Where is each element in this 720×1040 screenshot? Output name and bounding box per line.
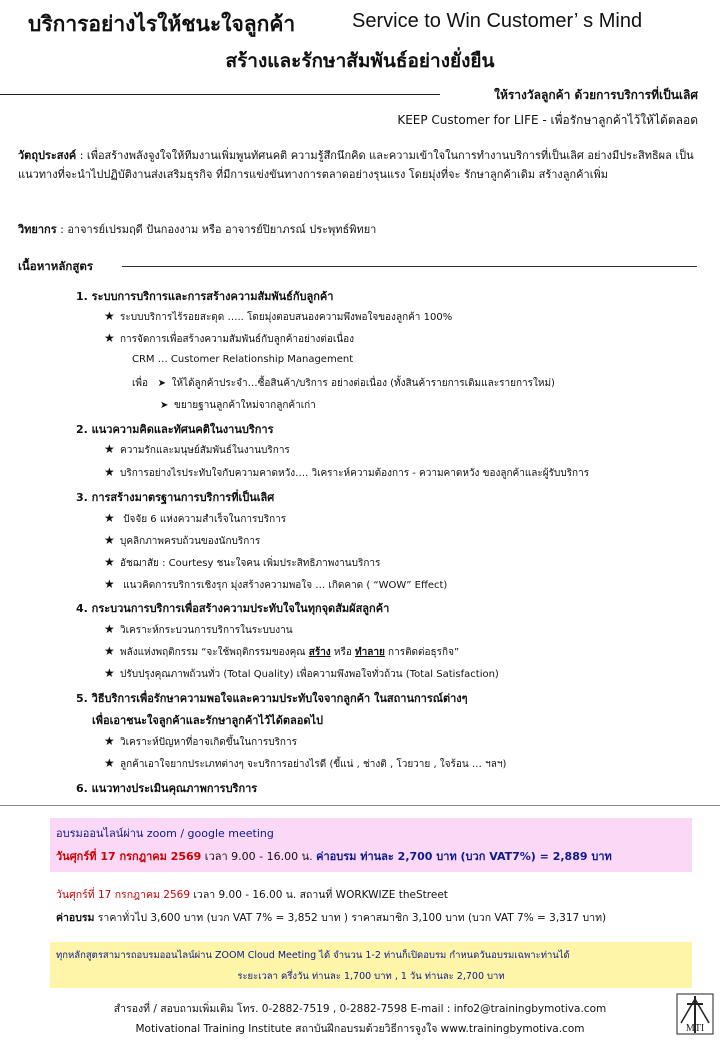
list-item	[104, 577, 447, 593]
star-icon: ★	[104, 309, 115, 323]
title-thai: บริการอย่างไรให้ชนะใจลูกค้า	[28, 12, 296, 36]
list-item-text: บริการอย่างไรประทับใจกับความคาดหวัง…. วิเคราะห์ความต้องการ - ความคาดหวัง ของลูกค้าและผู้รับบริการ	[120, 468, 590, 479]
star-icon: ★	[104, 331, 115, 345]
section-title: 6. แนวทางประเมินคุณภาพการบริการ	[76, 782, 258, 795]
list-item	[104, 533, 260, 549]
online-date-price	[56, 847, 612, 865]
online-time: เวลา 9.00 - 16.00 น.	[201, 850, 317, 863]
list-item	[104, 465, 589, 481]
divider	[122, 266, 697, 267]
list-item	[104, 644, 459, 660]
list-item-text: วิเคราะห์กระบวนการบริการในระบบงาน	[120, 625, 293, 636]
list-item	[132, 376, 555, 391]
list-item-text: ให้ได้ลูกค้าประจำ…ซื้อสินค้า/บริการ อย่างต่อเนื่อง (ทั้งสินค้ารายการเดิมและรายการใหม่)	[171, 378, 555, 389]
list-item-text: ลูกค้าเอาใจยากประเภทต่างๆ จะบริการอย่างไรดี (ขี้แน่ , ช่างติ , โวยวาย , ใจร้อน … ฯลฯ)	[120, 759, 507, 770]
star-icon: ★	[104, 442, 115, 456]
list-item	[104, 555, 380, 571]
section-title: 1. ระบบการบริการและการสร้างความสัมพันธ์กับลูกค้า	[76, 290, 334, 303]
star-icon: ★	[104, 511, 115, 525]
onsite-fee	[56, 909, 606, 926]
list-item	[104, 622, 293, 638]
star-icon: ★	[104, 577, 115, 591]
list-item	[104, 511, 286, 527]
fee-detail: ราคาทั่วไป 3,600 บาท (บวก VAT 7% = 3,852 บาท ) ราคาสมาชิก 3,100 บาท (บวก VAT 7% = 3,317 บาท)	[94, 912, 607, 924]
online-line: อบรมออนไลน์ผ่าน zoom / google meeting	[56, 827, 274, 840]
zoom-info-box	[50, 942, 692, 988]
zoom-line: ทุกหลักสูตรสามารถอบรมออนไลน์ผ่าน ZOOM Cloud Meeting ได้ จำนวน 1-2 ท่านก็เปิดอบรม กำหนดวันอบรมเฉพาะท่านได้	[56, 950, 570, 961]
emphasis-create: สร้าง	[308, 647, 331, 658]
tagline-keep: KEEP Customer for LIFE - เพื่อรักษาลูกค้าไว้ให้ได้ตลอด	[397, 113, 698, 127]
crm-line: CRM … Customer Relationship Management	[132, 354, 354, 365]
list-item	[104, 442, 290, 458]
list-item-text: อัชฌาสัย : Courtesy ชนะใจคน เพิ่มประสิทธิภาพงานบริการ	[120, 558, 381, 569]
onsite-date	[56, 886, 448, 903]
list-item-text: การติดต่อธุรกิจ”	[384, 647, 460, 658]
star-icon: ★	[104, 756, 115, 770]
list-item	[160, 398, 316, 413]
section-title: 4. กระบวนการบริการเพื่อสร้างความประทับใจในทุกจุดสัมผัสลูกค้า	[76, 602, 390, 615]
subtitle: สร้างและรักษาสัมพันธ์อย่างยั่งยืน	[225, 50, 495, 72]
contact-line: สำรองที่ / สอบถามเพิ่มเติม โทร. 0-2882-7519 , 0-2882-7598 E-mail : info2@trainingbymotiva.com	[113, 1003, 607, 1015]
zoom-price-line: ระยะเวลา ครึ่งวัน ท่านละ 1,700 บาท , 1 วัน ท่านละ 2,700 บาท	[237, 971, 505, 982]
list-item	[104, 734, 297, 750]
list-item	[104, 756, 506, 772]
list-item	[104, 309, 452, 325]
star-icon: ★	[104, 622, 115, 636]
arrow-icon: ➤	[160, 400, 169, 411]
content-heading: เนื้อหาหลักสูตร	[18, 259, 93, 273]
objective-text: : เพื่อสร้างพลังจูงใจให้ทีมงานเพิ่มพูนทัศนคติ ความรู้สึกนึกคิด และความเข้าใจในการทำงานบริการที่เป็นเลิศ อย่างมีประสิทธิผล เป็นแนวทางที่จะนำไปปฏิบัติงานส่งเสริมธุรกิจ ที่มีการแข่งขันทางการตลาดอย่างรุนแรง โดยมุ่งที่จะ รักษาลูกค้าเดิม สร้างลูกค้าเพิ่ม	[18, 149, 694, 181]
list-item	[104, 331, 354, 347]
list-item-text: แนวคิดการบริการเชิงรุก มุ่งสร้างความพอใจ … เกิดคาด ( “WOW” Effect)	[120, 580, 448, 591]
divider	[0, 805, 720, 806]
list-item-text: ปรับปรุงคุณภาพถ้วนทั่ว (Total Quality) เพื่อความพึงพอใจทั่วถ้วน (Total Satisfaction)	[120, 669, 499, 680]
svg-text:MTI: MTI	[685, 1023, 705, 1034]
speaker-label: วิทยากร	[18, 223, 57, 236]
objective-label: วัตถุประสงค์	[18, 149, 77, 162]
for-label: เพื่อ	[132, 378, 149, 389]
star-icon: ★	[104, 644, 115, 658]
star-icon: ★	[104, 666, 115, 680]
list-item-text: หรือ	[330, 647, 356, 658]
online-price: ค่าอบรม ท่านละ 2,700 บาท (บวก VAT7%) = 2,889 บาท	[316, 850, 612, 863]
title-english: Service to Win Customer’ s Mind	[352, 10, 643, 32]
section-title: 3. การสร้างมาตรฐานการบริการที่เป็นเลิศ	[76, 491, 275, 504]
list-item-text: พลังแห่งพฤติกรรม “จะใช้พฤติกรรมของคุณ	[120, 647, 309, 658]
list-item-text: วิเคราะห์ปัญหาที่อาจเกิดขึ้นในการบริการ	[120, 737, 297, 748]
online-date: วันศุกร์ที่ 17 กรกฎาคม 2569	[56, 850, 202, 863]
star-icon: ★	[104, 533, 115, 547]
list-item-text: ระบบบริการไร้รอยสะดุด ….. โดยมุ่งตอบสนองความพึงพอใจของลูกค้า 100%	[120, 312, 453, 323]
objective	[18, 146, 698, 184]
section-title-cont: เพื่อเอาชนะใจลูกค้าและรักษาลูกค้าไว้ได้ตลอดไป	[92, 714, 324, 727]
speaker-text: : อาจารย์เปรมฤดี ปันกองงาม หรือ อาจารย์ปิยาภรณ์ ประพุทธ์พิทยา	[56, 223, 377, 236]
list-item-text: ความรักและมนุษย์สัมพันธ์ในงานบริการ	[120, 445, 290, 456]
section-title: 5. วิธีบริการเพื่อรักษาความพอใจและความประทับใจจากลูกค้า ในสถานการณ์ต่างๆ	[76, 692, 468, 705]
list-item-text: ปัจจัย 6 แห่งความสำเร็จในการบริการ	[120, 514, 287, 525]
star-icon: ★	[104, 734, 115, 748]
onsite-date-text: วันศุกร์ที่ 17 กรกฎาคม 2569	[56, 889, 190, 901]
mti-logo-icon	[676, 993, 714, 1035]
onsite-time-venue: เวลา 9.00 - 16.00 น. สถานที่ WORKWIZE theStreet	[190, 889, 448, 901]
star-icon: ★	[104, 465, 115, 479]
list-item-text: การจัดการเพื่อสร้างความสัมพันธ์กับลูกค้าอย่างต่อเนื่อง	[120, 334, 355, 345]
arrow-icon: ➤	[157, 378, 166, 389]
list-item	[104, 666, 499, 682]
institute-line: Motivational Training Institute สถาบันฝึกอบรมด้วยวิธีการจูงใจ www.trainingbymotiva.com	[135, 1023, 585, 1035]
list-item-text: ขยายฐานลูกค้าใหม่จากลูกค้าเก่า	[174, 400, 316, 411]
divider	[0, 94, 440, 95]
emphasis-destroy: ทำลาย	[355, 647, 385, 658]
fee-label: ค่าอบรม	[56, 912, 95, 924]
star-icon: ★	[104, 555, 115, 569]
section-title: 2. แนวความคิดและทัศนคติในงานบริการ	[76, 423, 274, 436]
tagline-thai: ให้รางวัลลูกค้า ด้วยการบริการที่เป็นเลิศ	[494, 88, 698, 102]
list-item-text: บุคลิกภาพครบถ้วนของนักบริการ	[120, 536, 261, 547]
online-training-box	[50, 818, 692, 872]
speaker	[18, 220, 376, 238]
